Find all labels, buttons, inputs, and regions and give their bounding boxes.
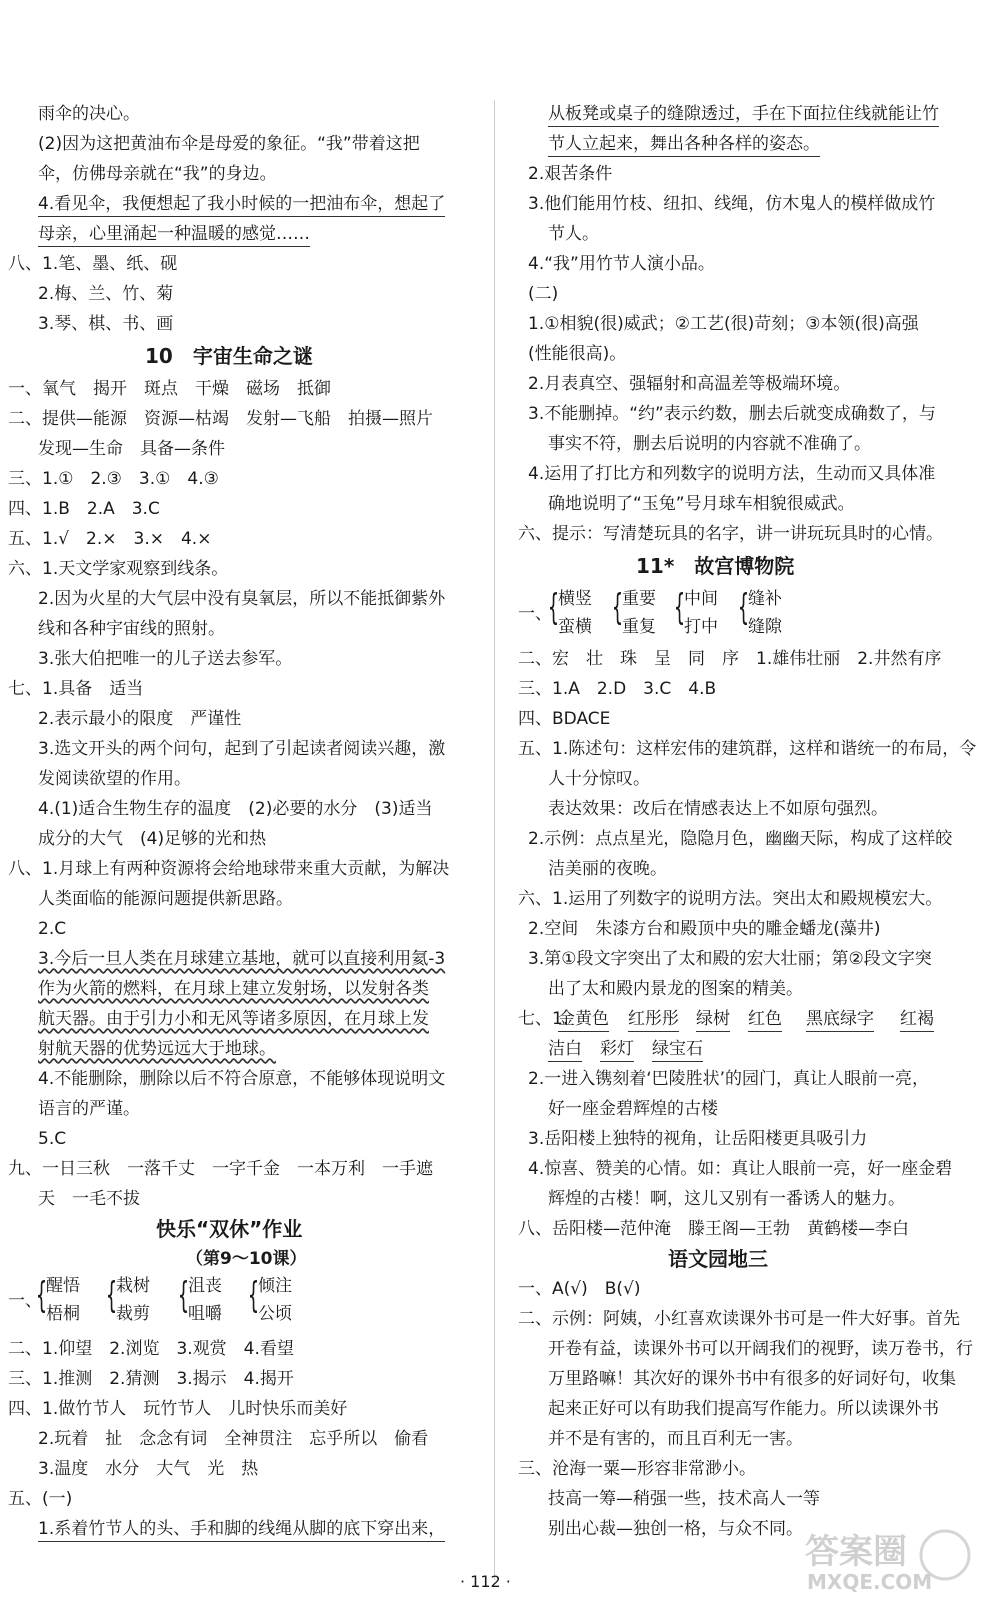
text-line: 3.琴、棋、书、画 bbox=[38, 314, 174, 334]
text-line: 九、一日三秋 一落千丈 一字千金 一本万利 一手遮 bbox=[8, 1159, 433, 1179]
text-line: 2.一进入镌刻着‘巴陵胜状’的园门，真让人眼前一亮， bbox=[528, 1069, 930, 1089]
text-line: 3.选文开头的两个问句，起到了引起读者阅读兴趣，激 bbox=[38, 739, 446, 759]
text-line: (二) bbox=[528, 284, 559, 304]
brace-icon: { bbox=[247, 1275, 260, 1316]
text-line: 2.示例：点点星光，隐隐月色，幽幽天际，构成了这样皎 bbox=[528, 829, 953, 849]
section-title: 快乐“双休”作业 bbox=[156, 1217, 303, 1241]
text-line: 从板凳或桌子的缝隙透过，手在下面拉住线就能让竹 bbox=[548, 103, 939, 127]
text-line: 雨伞的决心。 bbox=[38, 104, 140, 124]
text-line: 3.不能删掉。“约”表示约数，删去后就变成确数了，与 bbox=[528, 404, 936, 424]
text-line: 节人。 bbox=[548, 224, 599, 244]
text-line: 5.C bbox=[38, 1129, 67, 1149]
text-line: 六、1.天文学家观察到线条。 bbox=[8, 559, 229, 579]
text-line: 事实不符，删去后说明的内容就不准确了。 bbox=[548, 434, 871, 454]
text-line: 一、 bbox=[518, 604, 552, 624]
word-pair: 打中 bbox=[684, 617, 718, 637]
watermark-en: MXQE.COM bbox=[807, 1570, 933, 1594]
text-line: 2.表示最小的限度 严谨性 bbox=[38, 709, 242, 729]
watermark-cn: 答案圈 bbox=[805, 1532, 907, 1572]
text-line: 表达效果：改后在情感表达上不如原句强烈。 bbox=[548, 799, 888, 819]
text-line: 3.岳阳楼上独特的视角，让岳阳楼更具吸引力 bbox=[528, 1129, 868, 1149]
text-line: 二、宏 壮 珠 呈 同 序 1.雄伟壮丽 2.井然有序 bbox=[518, 649, 942, 669]
text-line: 三、沧海一粟—形容非常渺小。 bbox=[518, 1459, 756, 1479]
text-line: 一、氧气 揭开 斑点 干燥 磁场 抵御 bbox=[8, 379, 331, 399]
brace-icon: { bbox=[547, 587, 560, 628]
color-word: 洁白 bbox=[548, 1038, 582, 1062]
text-line: 五、(一) bbox=[8, 1489, 73, 1509]
text-line: 确地说明了“玉兔”号月球车相貌很威武。 bbox=[548, 494, 855, 514]
watermark-logo bbox=[795, 1525, 975, 1595]
page-number: · 112 · bbox=[460, 1572, 511, 1591]
text-line: 2.C bbox=[38, 919, 67, 939]
section-subtitle: （第9～10课） bbox=[186, 1249, 307, 1269]
text-line: 四、1.B 2.A 3.C bbox=[8, 499, 160, 519]
word-pair: 重要 bbox=[622, 589, 656, 609]
brace-icon: { bbox=[177, 1275, 190, 1316]
text-line: 五、1.√ 2.× 3.× 4.× bbox=[8, 529, 212, 549]
word-pair: 缝隙 bbox=[748, 617, 782, 637]
text-line: 成分的大气 (4)足够的光和热 bbox=[38, 829, 267, 849]
text-line: 4.“我”用竹节人演小品。 bbox=[528, 254, 715, 274]
text-line: 一、A(√) B(√) bbox=[518, 1279, 641, 1299]
word-pair: 公顷 bbox=[258, 1304, 292, 1324]
section-title: 11* 故宫博物院 bbox=[636, 554, 795, 578]
text-line: 人十分惊叹。 bbox=[548, 769, 650, 789]
word-pair: 重复 bbox=[622, 617, 656, 637]
text-line: (2)因为这把黄油布伞是母爱的象征。“我”带着这把 bbox=[38, 134, 420, 154]
text-line: 3.第①段文字突出了太和殿的宏大壮丽；第②段文字突 bbox=[528, 949, 932, 969]
text-line: 1.系着竹节人的头、手和脚的线绳从脚的底下穿出来， bbox=[38, 1518, 445, 1542]
text-line: 二、示例：阿姨，小红喜欢读课外书可是一件大好事。首先 bbox=[518, 1309, 960, 1329]
text-line: 八、1.笔、墨、纸、砚 bbox=[8, 254, 178, 274]
text-line: 万里路嘛！其次好的课外书中有很多的好词好句，收集 bbox=[548, 1369, 956, 1389]
text-line: 三、1.① 2.③ 3.① 4.③ bbox=[8, 469, 219, 489]
text-line: 2.玩着 扯 念念有词 全神贯注 忘乎所以 偷看 bbox=[38, 1429, 429, 1449]
word-pair: 蛮横 bbox=[558, 617, 592, 637]
brace-icon: { bbox=[673, 587, 686, 628]
text-line: 开卷有益，读课外书可以开阔我们的视野，读万卷书，行 bbox=[548, 1339, 973, 1359]
color-word: 绿树 bbox=[696, 1008, 730, 1032]
text-line: 航天器。由于引力小和无风等诸多原因，在月球上发 bbox=[38, 1009, 429, 1029]
word-pair: 缝补 bbox=[748, 589, 782, 609]
word-pair: 沮丧 bbox=[188, 1276, 222, 1296]
text-line: 2.因为火星的大气层中没有臭氧层，所以不能抵御紫外 bbox=[38, 589, 446, 609]
text-line: 技高一筹—稍强一些，技术高人一等 bbox=[548, 1489, 820, 1509]
word-pair: 横竖 bbox=[558, 589, 592, 609]
color-word: 红色 bbox=[748, 1008, 782, 1032]
text-line: 六、1.运用了列数字的说明方法。突出太和殿规模宏大。 bbox=[518, 889, 943, 909]
color-word: 彩灯 bbox=[600, 1038, 634, 1062]
text-line: 二、1.仰望 2.浏览 3.观赏 4.看望 bbox=[8, 1339, 294, 1359]
section-title: 10 宇宙生命之谜 bbox=[145, 344, 313, 368]
text-line: 三、1.A 2.D 3.C 4.B bbox=[518, 679, 717, 699]
text-line: 别出心裁—独创一格，与众不同。 bbox=[548, 1519, 803, 1539]
text-line: 人类面临的能源问题提供新思路。 bbox=[38, 889, 293, 909]
text-line: 2.梅、兰、竹、菊 bbox=[38, 284, 174, 304]
word-pair: 梧桐 bbox=[46, 1304, 80, 1324]
text-line: 六、提示：写清楚玩具的名字，讲一讲玩玩具时的心情。 bbox=[518, 524, 943, 544]
word-pair: 倾注 bbox=[258, 1276, 292, 1296]
text-line: 发阅读欲望的作用。 bbox=[38, 769, 191, 789]
text-line: 节人立起来，舞出各种各样的姿态。 bbox=[548, 133, 820, 157]
text-line: 2.空间 朱漆方台和殿顶中央的雕金蟠龙(藻井) bbox=[528, 919, 881, 939]
color-word: 黑底绿字 bbox=[806, 1008, 874, 1032]
text-line: 五、1.陈述句：这样宏伟的建筑群，这样和谐统一的布局，令 bbox=[518, 739, 977, 759]
text-line: 2.月表真空、强辐射和高温差等极端环境。 bbox=[528, 374, 851, 394]
brace-icon: { bbox=[737, 587, 750, 628]
text-line: 母亲，心里涌起一种温暖的感觉…… bbox=[38, 223, 310, 247]
section-title: 语文园地三 bbox=[668, 1247, 768, 1271]
brace-icon: { bbox=[105, 1275, 118, 1316]
word-pair: 裁剪 bbox=[116, 1304, 150, 1324]
text-line: 起来正好可以有助我们提高写作能力。所以读课外书 bbox=[548, 1399, 939, 1419]
text-line: 4.看见伞，我便想起了我小时候的一把油布伞，想起了 bbox=[38, 193, 445, 217]
word-pair: 栽树 bbox=[116, 1276, 150, 1296]
word-pair: 中间 bbox=[684, 589, 718, 609]
text-line: 四、1.做竹节人 玩竹节人 儿时快乐而美好 bbox=[8, 1399, 348, 1419]
text-line: 2.艰苦条件 bbox=[528, 164, 613, 184]
text-line: 4.惊喜、赞美的心情。如：真让人眼前一亮，好一座金碧 bbox=[528, 1159, 953, 1179]
text-line: 4.不能删除，删除以后不符合原意，不能够体现说明文 bbox=[38, 1069, 446, 1089]
text-line: (性能很高)。 bbox=[528, 344, 627, 364]
text-line: 4.运用了打比方和列数字的说明方法，生动而又具体准 bbox=[528, 464, 936, 484]
text-line: 八、1.月球上有两种资源将会给地球带来重大贡献，为解决 bbox=[8, 859, 450, 879]
text-line: 发现—生命 具备—条件 bbox=[38, 439, 225, 459]
color-word: 金黄色 bbox=[558, 1008, 609, 1032]
text-line: 出了太和殿内景龙的图案的精美。 bbox=[548, 979, 803, 999]
text-line: 天 一毛不拔 bbox=[38, 1189, 140, 1209]
text-line: 八、岳阳楼—范仲淹 滕王阁—王勃 黄鹤楼—李白 bbox=[518, 1219, 909, 1239]
color-word: 绿宝石 bbox=[652, 1038, 703, 1062]
text-line: 3.他们能用竹枝、纽扣、线绳，仿木鬼人的模样做成竹 bbox=[528, 194, 936, 214]
text-line: 七、1. bbox=[518, 1009, 569, 1029]
brace-icon: { bbox=[611, 587, 624, 628]
text-line: 三、1.推测 2.猜测 3.揭示 4.揭开 bbox=[8, 1369, 294, 1389]
text-line: 3.今后一旦人类在月球建立基地，就可以直接利用氦-3 bbox=[38, 949, 446, 969]
text-line: 伞，仿佛母亲就在“我”的身边。 bbox=[38, 164, 277, 184]
text-line: 3.温度 水分 大气 光 热 bbox=[38, 1459, 259, 1479]
word-pair: 醒悟 bbox=[46, 1276, 80, 1296]
text-line: 并不是有害的，而且百利无一害。 bbox=[548, 1429, 803, 1449]
word-pair: 咀嚼 bbox=[188, 1304, 222, 1324]
text-line: 七、1.具备 适当 bbox=[8, 679, 144, 699]
text-line: 射航天器的优势远远大于地球。 bbox=[38, 1039, 276, 1059]
text-line: 洁美丽的夜晚。 bbox=[548, 859, 667, 879]
text-line: 3.张大伯把唯一的儿子送去参军。 bbox=[38, 649, 293, 669]
text-line: 1.①相貌(很)威武；②工艺(很)苛刻；③本领(很)高强 bbox=[528, 314, 919, 334]
text-line: 好一座金碧辉煌的古楼 bbox=[548, 1099, 718, 1119]
text-line: 四、BDACE bbox=[518, 709, 611, 729]
color-word: 红彤彤 bbox=[628, 1008, 679, 1032]
text-line: 4.(1)适合生物生存的温度 (2)必要的水分 (3)适当 bbox=[38, 799, 433, 819]
text-line: 一、 bbox=[8, 1291, 42, 1311]
text-line: 语言的严谨。 bbox=[38, 1099, 140, 1119]
text-line: 辉煌的古楼！啊，这儿又别有一番诱人的魅力。 bbox=[548, 1189, 905, 1209]
text-line: 二、提供—能源 资源—枯竭 发射—飞船 拍摄—照片 bbox=[8, 409, 433, 429]
column-divider bbox=[494, 100, 495, 1580]
brace-icon: { bbox=[35, 1275, 48, 1316]
text-line: 作为火箭的燃料，在月球上建立发射场，以发射各类 bbox=[38, 979, 429, 999]
text-line: 线和各种宇宙线的照射。 bbox=[38, 619, 225, 639]
color-word: 红褐 bbox=[900, 1008, 934, 1032]
